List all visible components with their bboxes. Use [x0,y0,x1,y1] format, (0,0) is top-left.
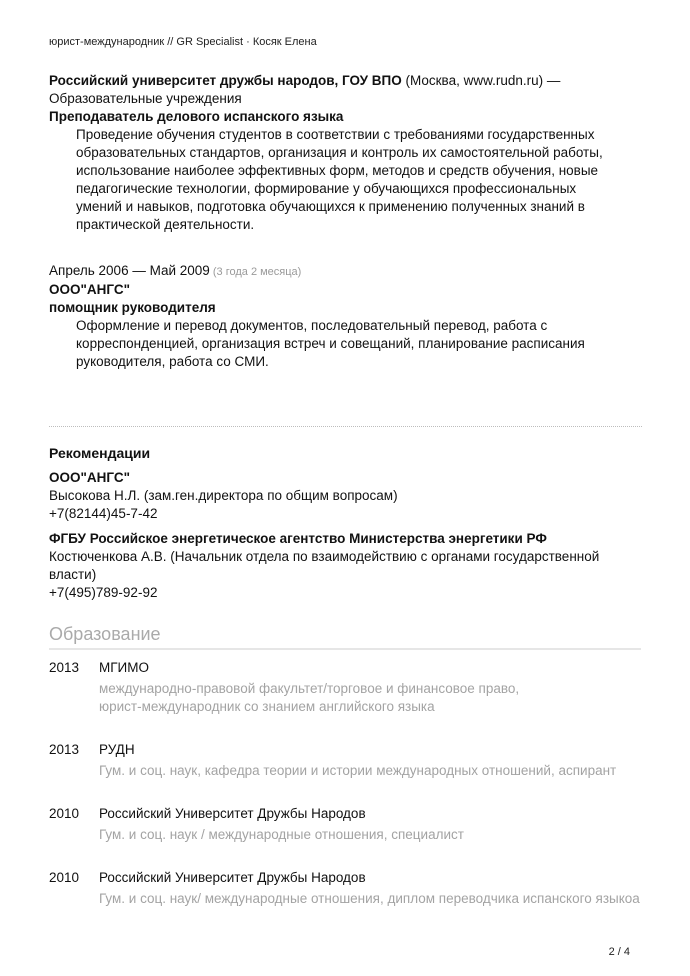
education-institution: МГИМО [99,660,150,675]
recommendations-section [49,444,643,602]
recommendation-person: Высокова Н.Л. (зам.ген.директора по общим вопросам) [49,488,398,503]
recommendation-org: ФГБУ Российское энергетическое агентство Министерства энергетики РФ [49,531,547,546]
job-period: Апрель 2006 — Май 2009 [49,263,210,278]
education-details: юрист-международник со знанием английского языка [99,699,435,714]
page-number: 2 / 4 [608,946,630,958]
job-location: (Москва, www.rudn.ru) — [401,73,561,88]
education-year: 2013 [49,742,80,757]
job-company: Российский университет дружбы народов, ГОУ ВПО [49,73,402,88]
education-details: Гум. и соц. наук, кафедра теории и истории международных отношений, аспирант [99,763,617,778]
job-description: Проведение обучения студентов в соответствии с требованиями государственных образовательных стандартов, организация и контроль их самостоятельной работы, использование наиболее эффективных форм, методов и средств обучения, новые педагогические технологии, формирование у обучающихся профессиональных умений и навыков, подготовка обучающихся к применению полученных знаний в практической деятельности. [76,127,603,232]
recommendation-org: ООО"АНГС" [49,470,131,485]
job-description: Оформление и перевод документов, последовательный перевод, работа с корреспонденцией, организация встреч и совещаний, планирование расписания руководителя, работа со СМИ. [76,318,585,369]
education-year: 2010 [49,870,80,885]
education-title: Образование [49,624,641,650]
education-institution: РУДН [99,742,135,757]
job-position: помощник руководителя [49,300,216,315]
job-period-line [49,262,643,281]
education-year: 2013 [49,660,80,675]
recommendation-phone: +7(82144)45-7-42 [49,506,158,521]
job-entry-rudn [49,72,643,234]
education-details: Гум. и соц. наук / международные отношения, специалист [99,827,464,842]
job-industry: Образовательные учреждения [49,91,242,106]
job-position: Преподаватель делового испанского языка [49,109,344,124]
education-institution: Российский Университет Дружбы Народов [99,870,366,885]
recommendation-item [49,469,643,523]
education-institution: Российский Университет Дружбы Народов [99,806,366,821]
recommendations-title: Рекомендации [49,445,151,461]
document-header: юрист-международник // GR Specialist · Косяк Елена [49,36,317,48]
education-details: международно-правовой факультет/торговое и финансовое право, [99,681,520,696]
recommendation-person: Костюченкова А.В. (Начальник отдела по взаимодействию с органами государственной власти) [49,549,600,582]
recommendation-phone: +7(495)789-92-92 [49,585,158,600]
recommendation-item [49,530,643,602]
section-divider [49,426,642,427]
job-company: ООО"АНГС" [49,282,131,297]
job-duration: (3 года 2 месяца) [209,266,302,278]
job-company-line [49,72,643,90]
education-details: Гум. и соц. наук/ международные отношения, диплом переводчика испанского языкоа [99,891,640,906]
job-entry-angs [49,262,643,371]
education-year: 2010 [49,806,80,821]
